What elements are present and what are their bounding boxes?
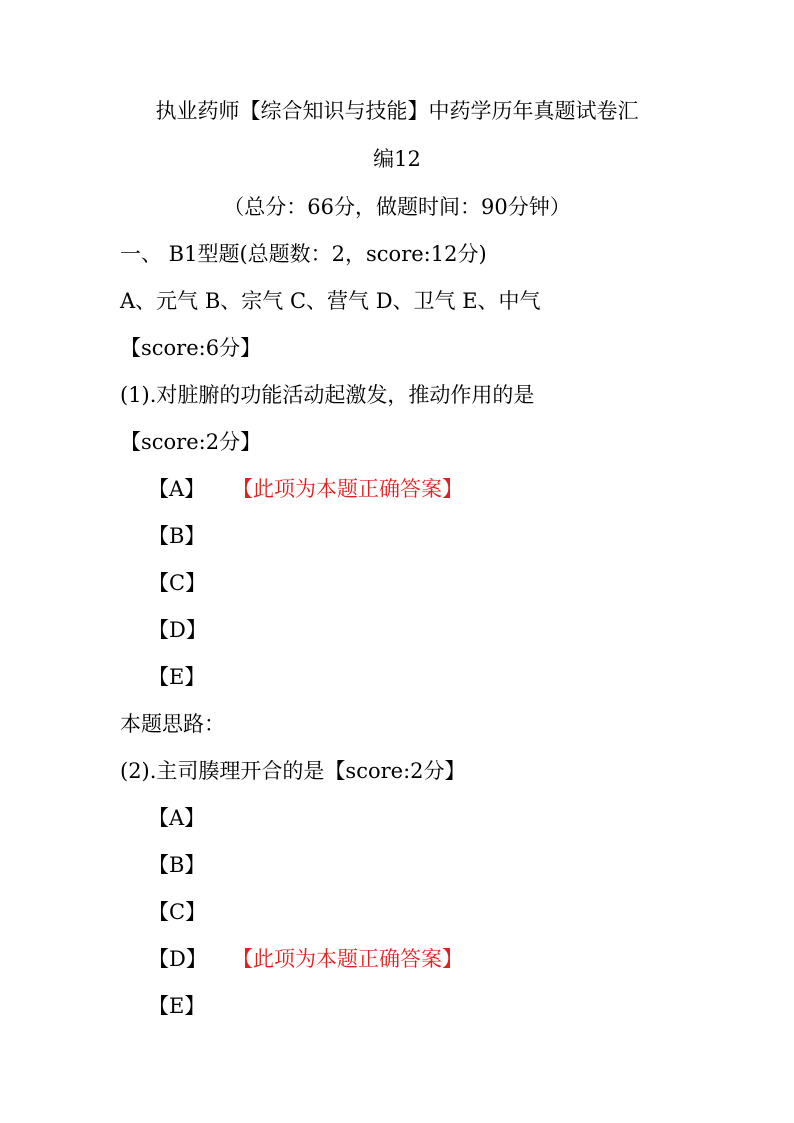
option-letter: 【E】 xyxy=(148,994,206,1018)
option-letter: 【E】 xyxy=(148,665,206,689)
correct-answer-mark: 【此项为本题正确答案】 xyxy=(232,947,463,971)
question-1-option-e[interactable] xyxy=(148,663,205,691)
question-1-score: 【score:2分】 xyxy=(120,430,262,454)
group-score: 【score:6分】 xyxy=(120,336,262,360)
question-2-option-a[interactable] xyxy=(148,804,205,832)
question-1-stem: (1).对脏腑的功能活动起激发，推动作用的是 xyxy=(120,383,535,407)
doc-subtitle: （总分：66分，做题时间：90分钟） xyxy=(223,195,571,219)
question-1-option-d[interactable] xyxy=(148,616,207,644)
doc-title-line1: 执业药师【综合知识与技能】中药学历年真题试卷汇 xyxy=(155,99,639,123)
option-letter: 【D】 xyxy=(148,618,207,642)
option-letter: 【C】 xyxy=(148,571,207,595)
question-2-option-d[interactable] xyxy=(148,945,463,973)
question-2-option-c[interactable] xyxy=(148,898,206,926)
question-1-option-a[interactable] xyxy=(148,475,463,503)
option-letter: 【B】 xyxy=(148,853,206,877)
question-2-option-b[interactable] xyxy=(148,851,205,879)
question-2-stem: (2).主司腠理开合的是【score:2分】 xyxy=(120,759,466,783)
option-letter: 【D】 xyxy=(148,947,207,971)
question-1-analysis: 本题思路： xyxy=(120,712,225,736)
option-letter: 【A】 xyxy=(148,477,206,501)
option-letter: 【A】 xyxy=(148,806,206,830)
correct-answer-mark: 【此项为本题正确答案】 xyxy=(232,477,463,501)
choices-line: A、元气 B、宗气 C、营气 D、卫气 E、中气 xyxy=(120,289,541,313)
question-1-option-c[interactable] xyxy=(148,569,206,597)
doc-title-line2: 编12 xyxy=(373,147,421,171)
option-letter: 【B】 xyxy=(148,524,206,548)
question-2-option-e[interactable] xyxy=(148,992,205,1020)
section-heading: 一、 B1型题(总题数：2，score:12分) xyxy=(120,242,487,266)
option-letter: 【C】 xyxy=(148,900,207,924)
question-1-option-b[interactable] xyxy=(148,522,205,550)
